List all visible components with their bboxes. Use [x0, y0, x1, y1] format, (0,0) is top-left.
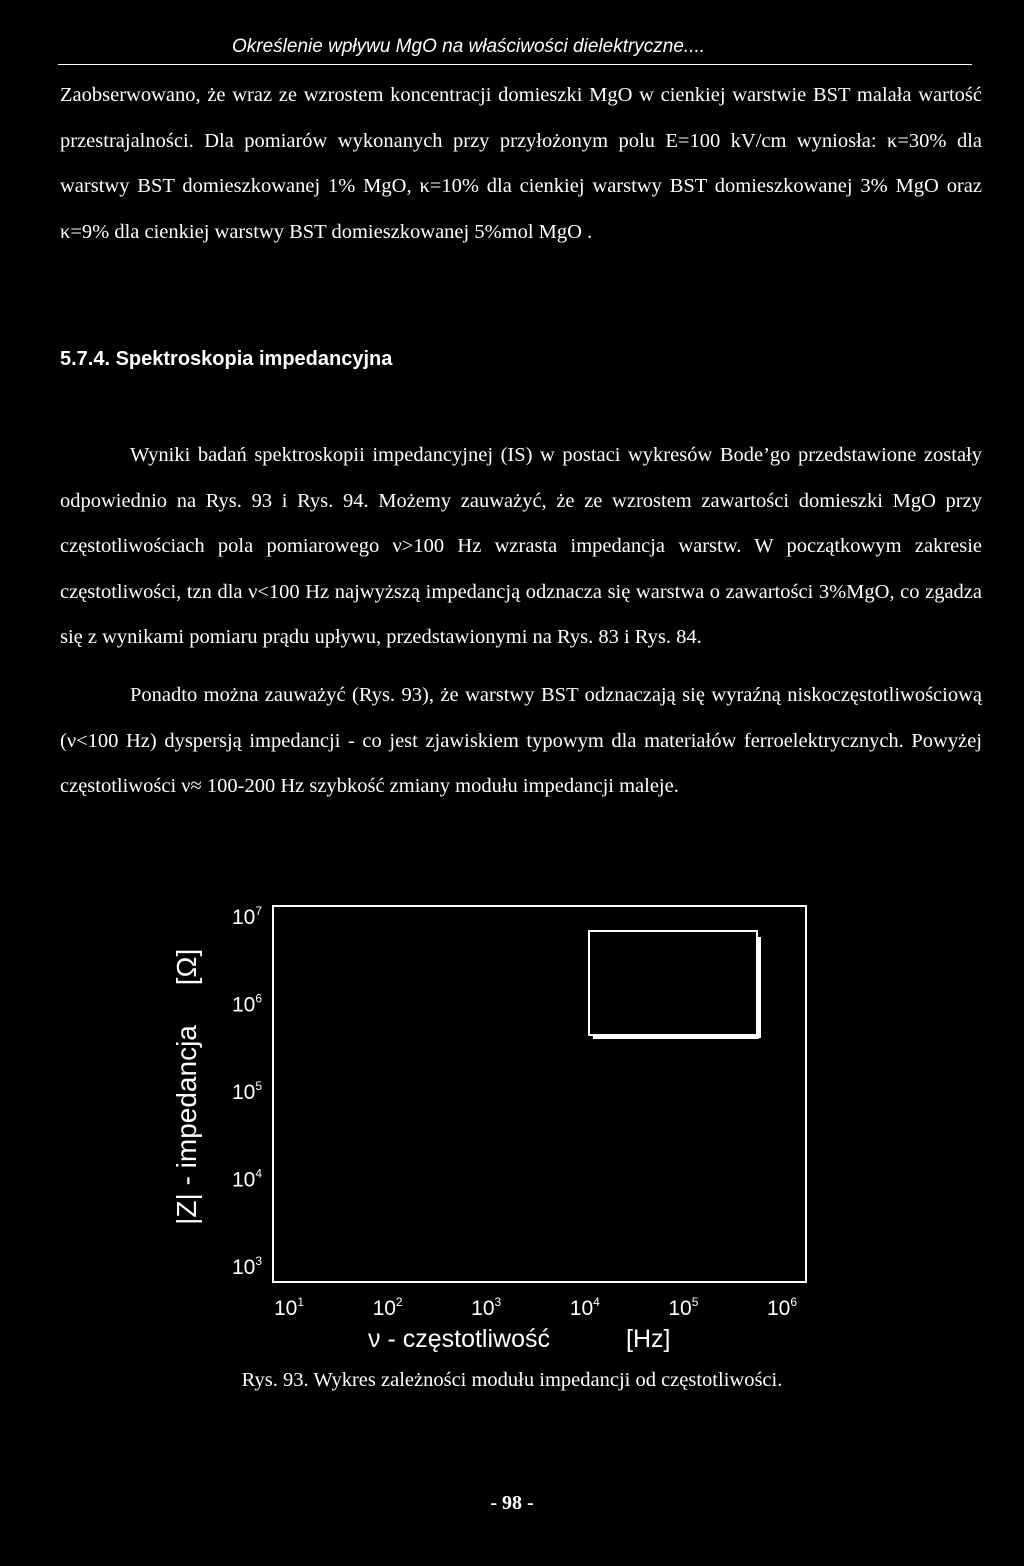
paragraph-2-text: Wyniki badań spektroskopii impedancyjnej (IS) w postaci wykresów Bode’go przedstawione zostały odpowiednio na Rys. 93 i Rys. 94. Możemy zauważyć, że ze wzrostem zawartości domieszki MgO przy częstotliwościach pola pomiarowego ν>100 Hz wzrasta impedancja warstw. W początkowym zakresie częstotliwości, tzn dla ν<100 Hz najwyższą impedancją odznacza się warstwa o zawartości 3%MgO, co zgadza się z wynikami pomiaru prądu upływu, przedstawionymi na Rys. 83 i Rys. 84.: [60, 444, 982, 648]
legend-frame: [589, 931, 757, 1035]
impedance-chart: [160, 895, 810, 1365]
y-tick-label-0: $10^7$: [232, 904, 263, 929]
y-axis-title: [171, 949, 202, 1225]
section-heading: 5.7.4. Spektroskopia impedancyjna: [60, 348, 393, 370]
page-number: - 98 -: [490, 1492, 534, 1514]
y-tick-label-1: $10^6$: [232, 991, 263, 1017]
paragraph-2: [60, 433, 982, 661]
y-axis-label: |Z| - impedancja: [171, 1025, 202, 1225]
paragraph-1: Zaobserwowano, że wraz ze wzrostem koncentracji domieszki MgO w cienkiej warstwie BST malała wartość przestrajalności. Dla pomiarów wykonanych przy przyłożonym polu E=100 kV/cm wyniosła: κ=30% dla warstwy BST domieszkowanej 1% MgO, κ=10% dla cienkiej warstwy BST domieszkowanej 3% MgO oraz κ=9% dla cienkiej warstwy BST domieszkowanej 5%mol MgO .: [60, 84, 982, 243]
y-tick-label-3: $10^4$: [232, 1166, 263, 1192]
x-tick-label-4: $10^5$: [668, 1295, 699, 1320]
y-tick-label-2: $10^5$: [232, 1079, 263, 1104]
x-tick-label-1: $10^2$: [372, 1295, 403, 1320]
x-tick-label-5: $10^6$: [766, 1295, 798, 1320]
x-tick-label-3: $10^4$: [569, 1295, 600, 1320]
y-tick-label-4: $10^3$: [232, 1254, 263, 1279]
legend-box: [589, 931, 759, 1038]
y-axis-unit: [Ω]: [171, 948, 202, 986]
x-axis-unit: [Hz]: [626, 1325, 671, 1353]
y-tick-labels: [232, 904, 262, 1279]
figure-caption: Rys. 93. Wykres zależności modułu impedancji od częstotliwości.: [241, 1369, 783, 1391]
x-tick-labels: [274, 1295, 797, 1320]
running-header: Określenie wpływu MgO na właściwości dielektryczne....: [232, 36, 706, 57]
paragraph-3: [60, 673, 982, 810]
x-axis-label: ν - częstotliwość: [368, 1325, 550, 1353]
x-tick-label-2: $10^3$: [471, 1295, 502, 1320]
header-divider: [58, 64, 972, 65]
plot-frame: [273, 906, 806, 1282]
paragraph-3-text: Ponadto można zauważyć (Rys. 93), że warstwy BST odznaczają się wyraźną niskoczęstotliwościową (ν<100 Hz) dyspersją impedancji - co jest zjawiskiem typowym dla materiałów ferroelektrycznych. Powyżej częstotliwości ν≈ 100-200 Hz szybkość zmiany modułu impedancji maleje.: [60, 684, 982, 797]
x-tick-label-0: $10^1$: [273, 1295, 305, 1320]
